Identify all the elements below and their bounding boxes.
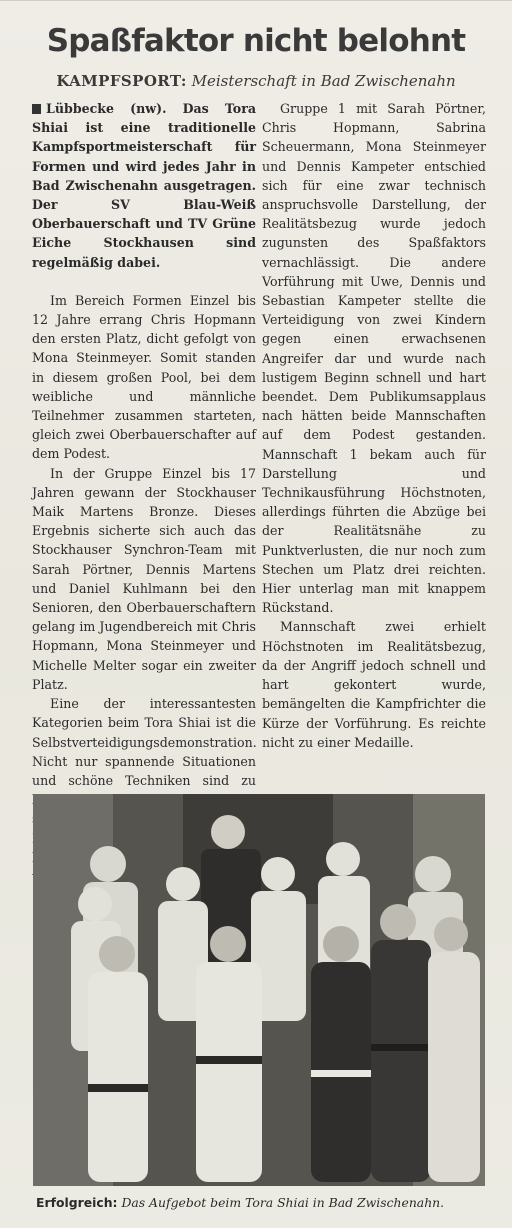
body-paragraph-2: In der Gruppe Einzel bis 17 Jahren gewann der Stockhauser Maik Martens Bronze. Dieses Ergebnis sicherte sich auch das Stockhauser Synchron-Team mit Sarah Pörtner, Dennis Martens und Daniel Kuhlmann bei den Senioren, den Oberbauerschaftern gelang im Jugendbereich mit Chris Hopmann, Mona Steinmeyer und Michelle Melter sogar ein zweiter Platz. <box>32 465 256 692</box>
spacer <box>32 272 256 291</box>
photo-caption <box>36 1194 496 1212</box>
bullet-square-icon <box>32 104 41 114</box>
department-label: KAMPFSPORT: <box>56 72 187 90</box>
lead-text: Lübbecke (nw). Das Tora Shiai ist eine traditionelle Kampfsportmeisterschaft für Formen und wird jedes Jahr in Bad Zwischenahn ausgetragen. Der SV Blau-Weiß Oberbauerschaft und TV Grüne Eiche Stockhausen sind regelmäßig dabei. <box>32 101 256 270</box>
lead-paragraph <box>32 99 256 272</box>
body-paragraph-1: Im Bereich Formen Einzel bis 12 Jahre errang Chris Hopmann den ersten Platz, dicht gefolgt von Mona Steinmeyer. Somit standen in diesem großen Pool, bei dem weibliche und männliche Teilnehmer zusammen starteten, gleich zwei Oberbauerschafter auf dem Podest. <box>32 292 256 462</box>
topic-label: Meisterschaft in Bad Zwischenahn <box>191 72 456 90</box>
caption-label: Erfolgreich: <box>36 1195 118 1210</box>
kicker-line <box>0 71 512 91</box>
body-paragraph-3: Eine der interessantesten Kategorien beim Tora Shiai ist die Selbstverteidigungsdemonstration. Nicht nur spannende Situationen und schöne Techniken sind zu <box>32 696 257 788</box>
body-paragraph-4: Gruppe 1 mit Sarah Pörtner, Chris Hopmann, Sabrina Scheuermann, Mona Steinmeyer und Dennis Kampeter entschied sich für eine zwar technisch anspruchsvolle Darstellung, der Realitätsbezug wurde jedoch zugunsten des Spaßfaktors vernachlässigt. Die andere Vorführung mit Uwe, Dennis und Sebastian Kampeter stellte die Verteidigung von zwei Kindern gegen einen erwachsenen Angreifer dar und wurde nach lustigem Beginn schnell und hart beendet. Dem Publikumsapplaus nach hätten beide Mannschaften auf dem Podest gestanden. Mannschaft 1 bekam auch für Darstellung und Technikausführung Höchstnoten, allerdings führten die Abzüge bei der Realitätsnähe zu Punktverlusten, die nur noch zum Stechen um Platz drei reichten. Hier unterlag man mit knappem Rückstand. <box>262 101 486 616</box>
caption-text: Das Aufgebot beim Tora Shiai in Bad Zwischenahn. <box>121 1195 445 1210</box>
headline: Spaßfaktor nicht belohnt <box>46 23 466 59</box>
team-photo-illustration <box>33 794 485 1186</box>
body-paragraph-5: Mannschaft zwei erhielt Höchstnoten im Realitätsbezug, da der Angriff jedoch schnell und hart gekontert wurde, bemängelten die Kampfrichter die Kürze der Vorführung. Es reichte nicht zu einer Medaille. <box>262 619 486 750</box>
article-column-right <box>262 99 486 752</box>
article-column-left <box>32 99 256 886</box>
team-photo <box>33 794 485 1186</box>
